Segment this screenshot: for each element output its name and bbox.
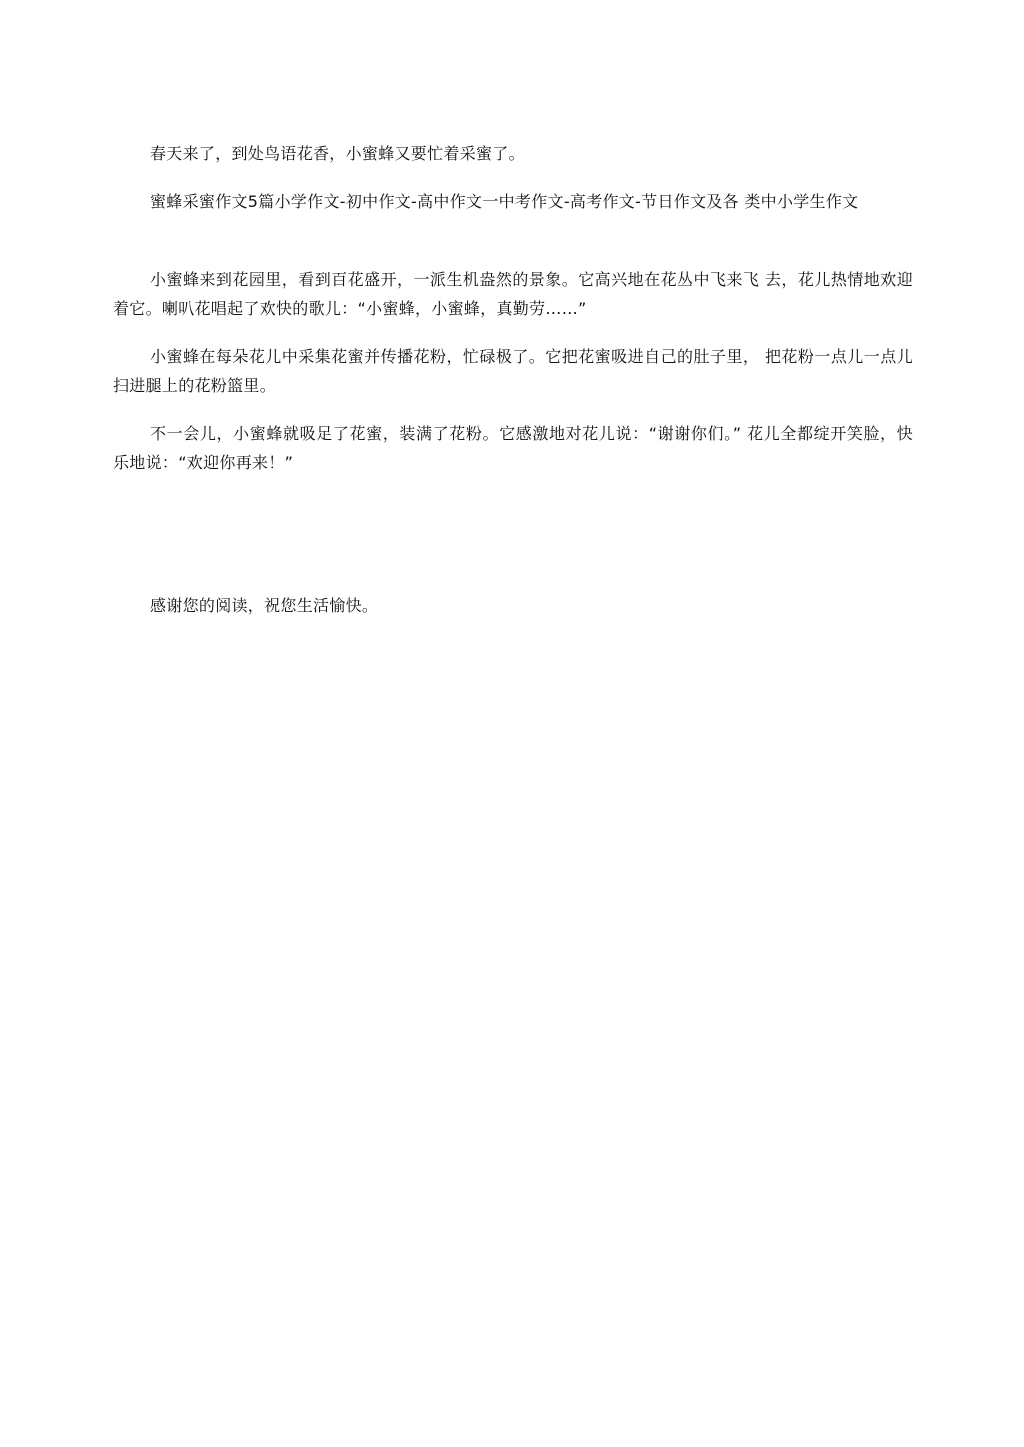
closing-line: 感谢您的阅读，祝您生活愉快。	[150, 596, 379, 615]
paragraph-garden: 小蜜蜂来到花园里，看到百花盛开，一派生机盎然的景象。它高兴地在花丛中飞来飞 去，花儿热情地欢迎着它。喇叭花唱起了欢快的歌儿：“小蜜蜂，小蜜蜂，真勤劳……”	[113, 270, 913, 318]
paragraph-intro: 春天来了，到处鸟语花香，小蜜蜂又要忙着采蜜了。	[150, 144, 525, 163]
paragraph-collecting: 小蜜蜂在每朵花儿中采集花蜜并传播花粉，忙碌极了。它把花蜜吸进自己的肚子里， 把花粉一点儿一点儿扫进腿上的花粉篮里。	[113, 347, 913, 395]
paragraph-title-line: 蜜蜂采蜜作文5篇小学作文-初中作文-高中作文一中考作文-高考作文-节日作文及各 类中小学生作文	[150, 192, 859, 211]
paragraph-thanks: 不一会儿，小蜜蜂就吸足了花蜜，装满了花粉。它感激地对花儿说：“谢谢你们。” 花儿全都绽开笑脸，快乐地说：“欢迎你再来！”	[113, 424, 913, 472]
